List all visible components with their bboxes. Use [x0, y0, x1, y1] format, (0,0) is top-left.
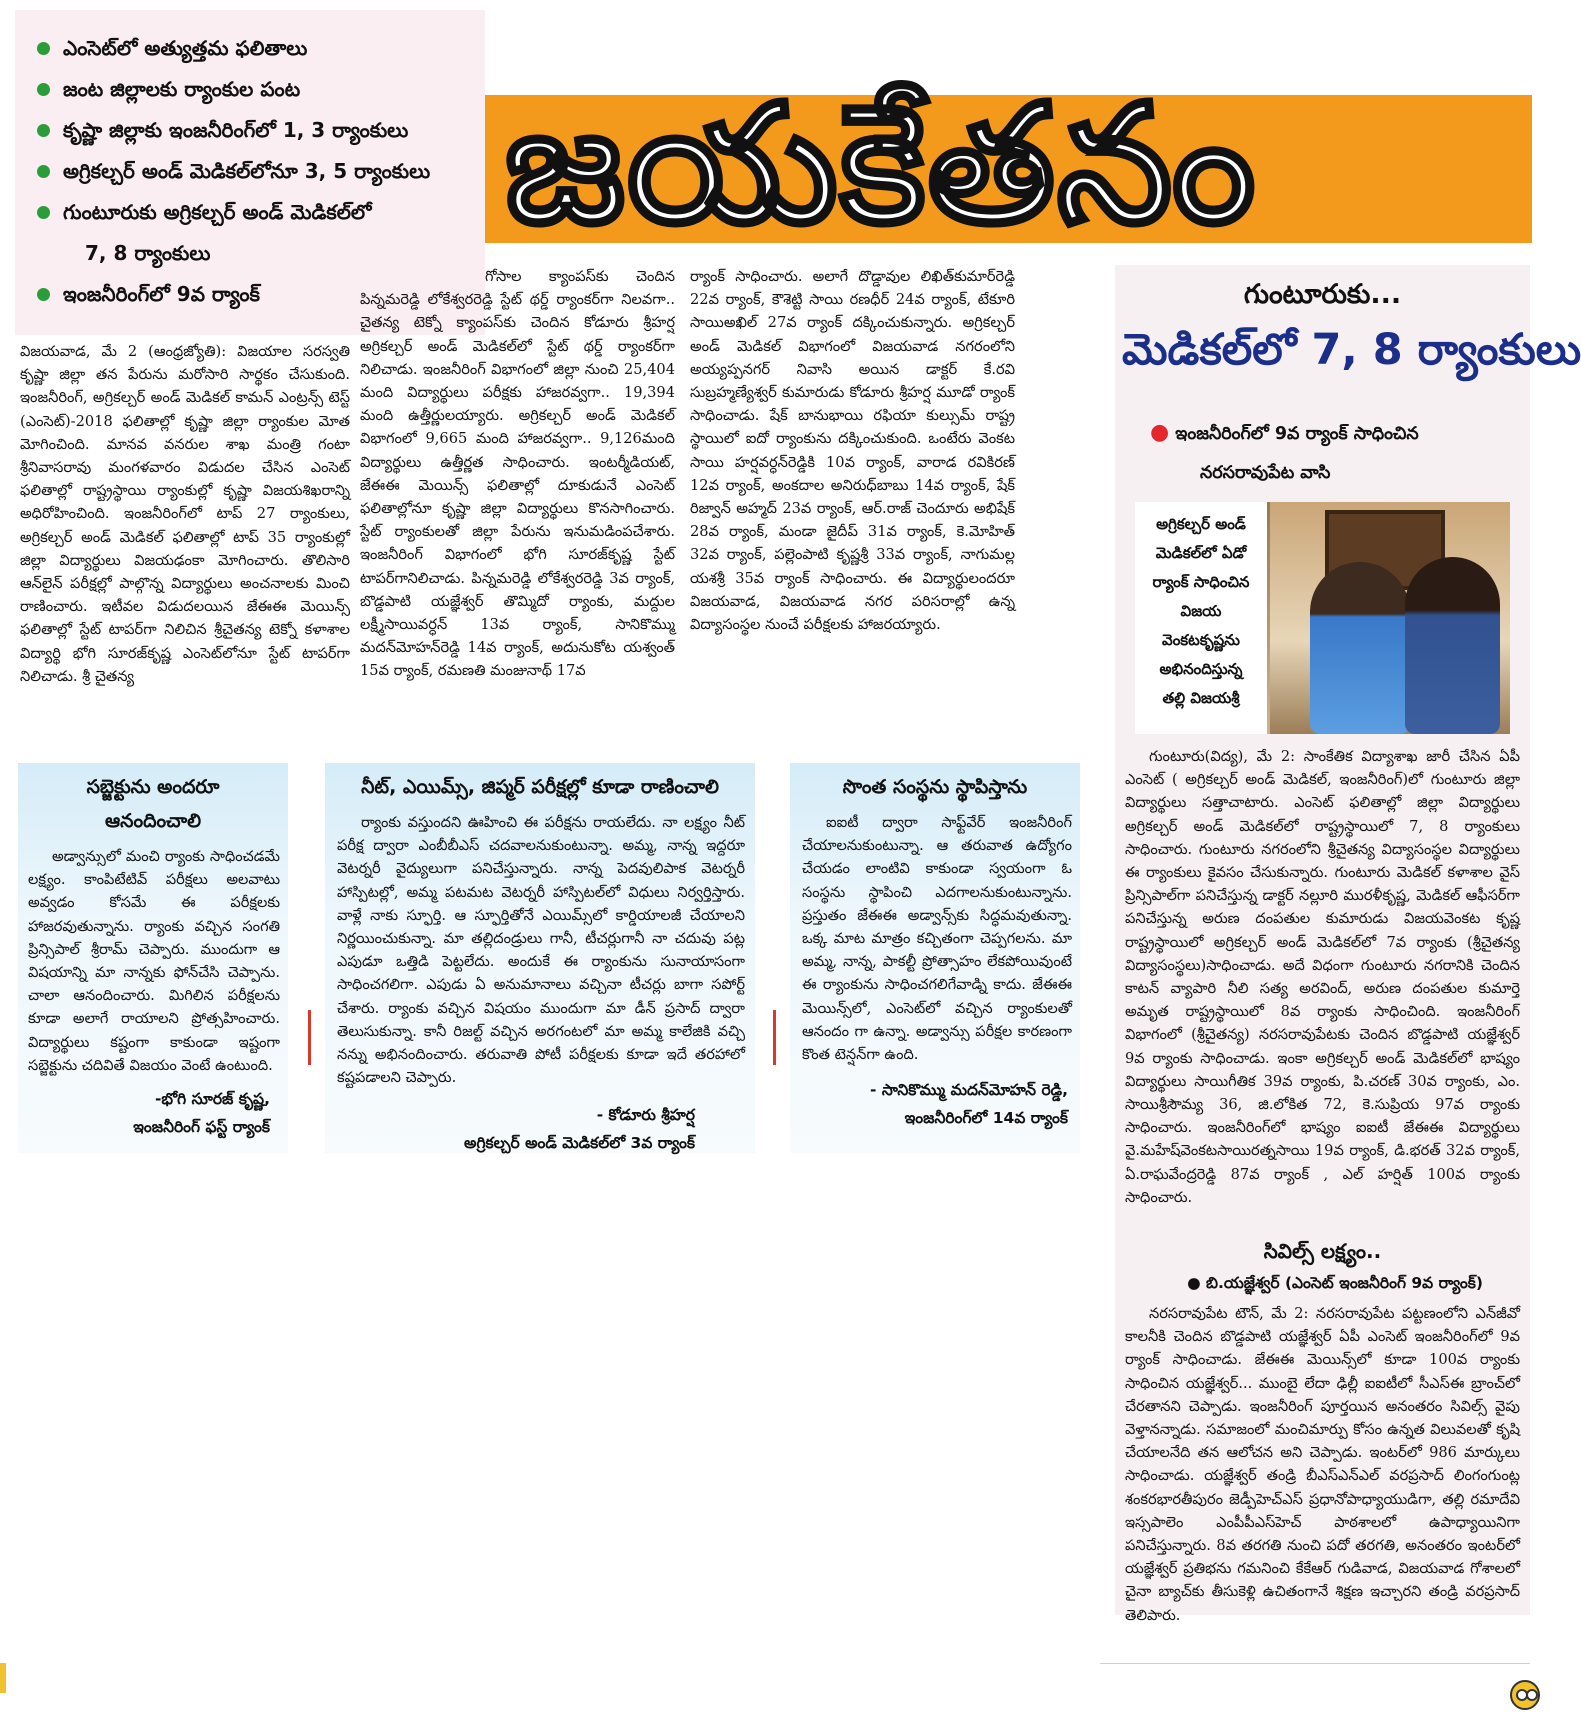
photo-caption: అగ్రికల్చర్‌ అండ్‌ మెడికల్‌లో ఏడో ర్యాంక్‌ సాధించిన విజయ వెంకటకృష్ణను అభినందిస్తున్న తల్లి విజయశ్రీ [1135, 502, 1267, 734]
sidebar-section-title: సివిల్స్‌ లక్ష్యం.. [1263, 1239, 1382, 1263]
photo-person [1310, 562, 1410, 734]
article-text: ర్యాంక్‌ సాధించారు. అలాగే దొడ్డావుల లిఖిత్‌కుమార్‌రెడ్డి 22వ ర్యాంక్‌, కౌశెట్టి సాయి రణధీర్‌ 24వ ర్యాంక్‌, టేకూరి సాయిఅఖిల్‌ 27వ ర్యాంక్‌ దక్కించుకున్నారు. అగ్రికల్చర్‌ అండ్‌ మెడికల్‌ విభాగంలో విజయవాడ నగరంలోని అయ్యప్పనగర్‌ నివాసి అయిన డాక్టర్‌ కే.రవి సుబ్రహ్మణ్యేశ్వర్‌ కుమారుడు కోడూరు శ్రీహర్ష మూడో ర్యాంక్‌ సాధించాడు. షేక్‌ బానుభాయి రఫియా కుల్సుమ్‌ రాష్ట్ర స్థాయిలో ఐదో ర్యాంకును దక్కించుకుంది. ఒంటేరు వెంకట సాయి హర్షవర్ధన్‌రెడ్డికి 10వ ర్యాంక్‌, వారాడ రవికిరణ్‌ 12వ ర్యాంక్‌, అంకదాల అనిరుధ్‌బాబు 14వ ర్యాంక్‌, షేక్‌ రిజ్వాన్‌ అహ్మద్‌ 23వ ర్యాంక్‌, ఆర్‌.రాజ్‌ చెందూరు అభిషేక్‌ 28వ ర్యాంక్‌, మండా జైదీప్‌ 31వ ర్యాంక్‌, కె.మోహిత్‌ 32వ ర్యాంక్‌, పల్లెంపాటి కృష్ణశ్రీ 33వ ర్యాంక్‌, నాగుమల్ల యశశ్రీ 35వ ర్యాంక్‌ సాధించారు. ఈ విద్యార్థులందరూ విజయవాడ, విజయవాడ నగర పరిసరాల్లో ఉన్న విద్యాసంస్థల నుంచే పరీక్షలకు హాజరయ్యారు. [690, 268, 1015, 634]
interview-signature-role: ఇంజనీరింగ్‌లో 14వ ర్యాంక్‌ [904, 1109, 1068, 1127]
highlight-item-continued: 7, 8 ర్యాంకులు [85, 241, 211, 265]
interview-signature: - కోడూరు శ్రీహర్ష [596, 1106, 695, 1124]
highlight-item: గుంటూరుకు అగ్రికల్చర్‌ అండ్‌ మెడికల్‌లో [37, 192, 471, 233]
sidebar-section-subtitle: ● బి.యజ్ఞేశ్వర్‌ (ఎంసెట్‌ ఇంజనీరింగ్‌ 9వ ర్యాంక్‌) [1187, 1274, 1483, 1292]
article-text: విజయవాడ, మే 2 (ఆంధ్రజ్యోతి): విజయాల సరస్వతి కృష్ణా జిల్లా తన పేరును మరోసారి సార్థకం చేసుకుంది. ఇంజనీరింగ్‌, అగ్రికల్చర్‌ అండ్‌ మెడికల్‌ కామన్‌ ఎంట్రన్స్‌ టెస్ట్‌ (ఎంసెట్‌)-2018 ఫలితాల్లో కృష్ణా జిల్లా ర్యాంకుల మోత మోగించింది. మానవ వనరుల శాఖ మంత్రి గంటా శ్రీనివాసరావు మంగళవారం విడుదల చేసిన ఎంసెట్‌ ఫలితాల్లో రాష్ట్రస్థాయి ర్యాంకుల్లో కృష్ణా విజయశిఖరాన్ని అధిరోహించింది. ఇంజనీరింగ్‌లో టాప్‌ 27 ర్యాంకులు, అగ్రికల్చర్‌ అండ్‌ మెడికల్‌ ఫలితాల్లో టాప్‌ 35 ర్యాంకుల్లో జిల్లా విద్యార్థులు విజయఢంకా మోగించారు. తొలిసారి ఆన్‌లైన్‌ పరీక్షల్లో పాల్గొన్న విద్యార్థులు అంచనాలకు మించి రాణించారు. ఇటీవల విడుదలయిన జేఈఈ మెయిన్స్‌ ఫలితాల్లో స్టేట్‌ టాపర్‌గా నిలిచిన శ్రీచైతన్య టెక్నో కళాశాల విద్యార్థి భోగి సూరజ్‌కృష్ణ ఎంసెట్‌లోనూ స్టేట్‌ టాపర్‌గా నిలిచాడు. శ్రీ చైతన్య [20, 343, 350, 685]
interview-text: ర్యాంకు వస్తుందని ఊహించి ఈ పరీక్షను రాయలేదు. నా లక్ష్యం నీట్‌ పరీక్ష ద్వారా ఎంబీబీఎస్‌ చదవాలనుకుంటున్నా. అమ్మ, నాన్న ఇద్దరూ వెటర్నరీ వైద్యులుగా పనిచేస్తున్నారు. నాన్న పెదవులిపాక వెటర్నరీ హాస్పిటల్లో, అమ్మ పటమట వెటర్నరీ హాస్పిటల్‌లో విధులు నిర్వర్తిస్తారు. వాళ్లే నాకు స్ఫూర్తి. ఆ స్ఫూర్తితోనే ఎయిమ్స్‌లో కార్డియాలజీ చేయాలని నిర్ణయించుకున్నా. మా తల్లిదండ్రులు గానీ, టీచర్లుగానీ నా చదువు పట్ల ఎపుడూ ఒత్తిడి పెట్టలేదు. అందుకే ఈ ర్యాంకును సునాయాసంగా సాధించగలిగా. ఎపుడు ఏ అనుమానాలు వచ్చినా టీచర్లు బాగా సపోర్ట్‌ చేశారు. ర్యాంకు వచ్చిన విషయం ముందుగా మా డీన్‌ ప్రసాద్‌ ద్వారా తెలుసుకున్నా. కానీ రిజల్ట్‌ వచ్చిన అరగంటలో మా అమ్మ కాలేజికి వచ్చి నన్ను అభినందించారు. తరువాతి పోటీ పరీక్షలకు కూడా ఇదే తరహాలో కష్టపడాలని చెప్పారు. [337, 814, 745, 1087]
interview-signature: - సానికొమ్ము మదన్‌మోహన్‌ రెడ్డి, [870, 1081, 1068, 1099]
highlight-item: ఎంసెట్‌లో అత్యుత్తమ ఫలితాలు [37, 28, 471, 69]
interview-text: ఐఐటీ ద్వారా సాఫ్ట్‌వేర్‌ ఇంజనీరింగ్‌ చేయాలనుకుంటున్నా. ఆ తరువాత ఉద్యోగం చేయడం లాంటివి కాకుండా స్వయంగా ఓ సంస్థను స్థాపించి ఎదగాలనుకుంటున్నాను. ప్రస్తుతం జేఈఈ అడ్వాన్స్‌కు సిద్ధమవుతున్నా. ఒక్క మాట మాత్రం కచ్చితంగా చెప్పగలను. మా అమ్మ, నాన్న, పాకల్టీ ప్రోత్సాహం లేకపోయివుంటే ఈ ర్యాంకును సాధించగలిగేవాడ్ని కాదు. జేఈఈ మెయిన్స్‌లో, ఎంసెట్‌లో వచ్చిన ర్యాంకులతో ఆనందం గా ఉన్నా. అడ్వాన్సు పరీక్షల కారణంగా కొంత టెన్షన్‌గా ఉంది. [802, 814, 1072, 1064]
sidebar-kicker: గుంటూరుకు... [1243, 279, 1402, 310]
interview-signature: -భోగి సూరజ్‌ కృష్ణ, [155, 1090, 270, 1108]
divider [1100, 1663, 1530, 1664]
interview-box-2 [325, 763, 755, 1153]
divider-accent [308, 1010, 311, 1065]
interview-title: ఆనందించాలి [104, 810, 202, 832]
interview-signature-role: ఇంజనీరింగ్‌ ఫస్ట్‌ ర్యాంక్‌ [133, 1118, 270, 1136]
interview-text: అడ్వాన్సులో మంచి ర్యాంకు సాధించడమే లక్ష్యం. కాంపిటేటివ్‌ పరీక్షలు అలవాటు అవ్వడం కోసమే ఈ పరీక్షలకు హాజరవుతున్నాను. ర్యాంకు వచ్చిన సంగతి ప్రిన్సిపాల్‌ శ్రీరామ్‌ చెప్పారు. ముందుగా ఆ విషయాన్ని మా నాన్నకు ఫోన్‌చేసి చెప్పాను. చాలా ఆనందించారు. మిగిలిన పరీక్షలను కూడా అలాగే రాయాలని ప్రోత్సహించారు. విద్యార్థులు కష్టంగా కాకుండా ఇష్టంగా సబ్జెక్టును చదివితే విజయం వెంటే ఉంటుంది. [28, 848, 280, 1074]
interview-title: సబ్జెక్టును అందరూ [86, 776, 220, 798]
article-column-3 [690, 265, 1015, 740]
highlight-item: అగ్రికల్చర్‌ అండ్‌ మెడికల్‌లోనూ 3, 5 ర్యాంకులు [37, 151, 471, 192]
sidebar-subheading: ● ఇంజనీరింగ్‌లో 9వ ర్యాంక్‌ సాధించిన [1150, 420, 1419, 445]
news-photo [1135, 502, 1510, 734]
page-headline: జయకేతనం [505, 69, 1258, 260]
page-edge-marker [0, 1663, 6, 1693]
owl-icon [1510, 1680, 1540, 1710]
sidebar-subheading: నరసరావుపేట వాసి [1200, 463, 1331, 483]
sidebar-body: గుంటూరు(విద్య), మే 2: సాంకేతిక విద్యాశాఖ జారీ చేసిన ఏపీ ఎంసెట్‌ ( అగ్రికల్చర్‌ అండ్‌ మెడికల్‌, ఇంజనీరింగ్‌)లో గుంటూరు జిల్లా విద్యార్థులు సత్తాచాటారు. ఎంసెట్‌ ఫలితాల్లో జిల్లా విద్యార్థులు అగ్రికల్చర్‌ అండ్‌ మెడికల్‌లో రాష్ట్రస్థాయిలో 7, 8 ర్యాంకులు సాధించారు. గుంటూరు నగరంలోని శ్రీచైతన్య విద్యాసంస్థల విద్యార్థులు ఈ ర్యాంకులు కైవసం చేసుకున్నారు. గుంటూరు మెడికల్‌ కళాశాల వైస్‌ ప్రిన్సిపాల్‌గా పనిచేస్తున్న డాక్టర్‌ నల్లూరి మురళీకృష్ణ, మెడికల్‌ ఆఫీసర్‌గా పనిచేస్తున్న అరుణ దంపతుల కుమారుడు విజయవెంకట కృష్ణ రాష్ట్రస్థాయిలో అగ్రికల్చర్‌ అండ్‌ మెడికల్‌లో 7వ ర్యాంకు (శ్రీచైతన్య విద్యాసంస్థలు)సాధించాడు. అదే విధంగా గుంటూరు నగరానికి చెందిన కాటన్‌ వ్యాపారి నీలి సత్య అరవింద్‌, అరుణ దంపతుల కుమార్తె అమృత రాష్ట్రస్థాయిలో 8వ ర్యాంకు సాధించింది. ఇంజనీరింగ్‌ విభాగంలో (శ్రీచైతన్య) నరసరావుపేటకు చెందిన బొడ్డపాటి యజ్ఞేశ్వర్‌ 9వ ర్యాంకు సాధించాడు. ఇంకా అగ్రికల్చర్‌ అండ్‌ మెడికల్‌లో భాష్యం విద్యార్థులు సాయిగీతిక 39వ ర్యాంకు, పి.చరణ్‌ 30వ ర్యాంకు, ఎం. సాయిశ్రీసౌమ్య 36, జి.లోకిత 72, కె.సుప్రియ 97వ ర్యాంకు సాధించారు. ఇంజనీరింగ్‌లో భాష్యం ఐఐటీ జేఈఈ విద్యార్థులు వై.మహేష్‌వెంకటసాయిరత్నసాయి 19వ ర్యాంక్‌, డి.భరత్‌ 32వ ర్యాంక్‌, ఏ.రాఘవేంద్రరెడ్డి 87వ ర్యాంక్‌ , ఎల్‌ హర్షిత్‌ 100వ ర్యాంకు సాధించారు. [1125, 748, 1520, 1206]
highlight-item: జంట జిల్లాలకు ర్యాంకుల పంట [37, 69, 471, 110]
sidebar-body-2: నరసరావుపేట టౌన్‌, మే 2: నరసరావుపేట పట్టణంలోని ఎన్‌జీవో కాలనీకి చెందిన బొడ్డపాటి యజ్ఞేశ్వర్‌ ఏపీ ఎంసెట్‌ ఇంజనీరింగ్‌లో 9వ ర్యాంక్‌ సాధించాడు. జేఈఈ మెయిన్స్‌లో కూడా 100వ ర్యాంకు సాధించిన యజ్ఞేశ్వర్‌... ముంబై లేదా ఢిల్లీ ఐఐటీలో సీఎస్‌ఈ బ్రాంచ్‌లో చేరతానని చెప్పాడు. ఇంజనీరింగ్‌ పూర్తయిన అనంతరం సివిల్స్‌ వైపు వెళ్తానన్నాడు. సమాజంలో మంచిమార్పు కోసం ఉన్నత విలువలతో కృషి చేయాలనేది తన ఆలోచన అని చెప్పాడు. ఇంటర్‌లో 986 మార్కులు సాధించాడు. యజ్ఞేశ్వర్‌ తండ్రి బీఎస్‌ఎన్‌ఎల్‌ వరప్రసాద్‌ లింగంగుంట్ల శంకరభారతీపురం జెడ్పీహెచ్‌ఎస్‌ ప్రధానోపాధ్యాయుడిగా, తల్లి రమాదేవి ఇస్సపాలెం ఎంపీపీఎస్‌హెచ్‌ పాఠశాలలో ఉపాధ్యాయినిగా పనిచేస్తున్నారు. 8వ తరగతి నుంచి పదో తరగతి, అనంతరం ఇంటర్‌లో యజ్ఞేశ్వర్‌ ప్రతిభను గమనించి కేకేఆర్‌ గుడివాడ, విజయవాడ గోశాలలో చైనా బ్యాచ్‌కు తీసుకెళ్లి ఉచితంగానే శిక్షణ ఇచ్చారని తండ్రి వరప్రసాద్‌ తెలిపారు. [1125, 1305, 1520, 1624]
interview-box-3 [790, 763, 1080, 1153]
interview-title: సొంత సంస్థను స్థాపిస్తాను [842, 776, 1028, 798]
interview-box-1 [18, 763, 288, 1153]
article-text: గోసాల క్యాంపస్‌కు చెందిన పిన్నమరెడ్డి లోకేశ్వరరెడ్డి స్టేట్‌ థర్డ్‌ ర్యాంకర్‌గా నిలవగా.. చైతన్య టెక్నో క్యాంపస్‌కు చెందిన కోడూరు శ్రీహర్ష అగ్రికల్చర్‌ అండ్‌ మెడికల్‌లో స్టేట్‌ థర్డ్‌ ర్యాంకర్‌గా నిలిచాడు. ఇంజనీరింగ్‌ విభాగంలో జిల్లా నుంచి 25,404 మంది విద్యార్థులు పరీక్షకు హాజరవ్వగా.. 19,394 మంది ఉత్తీర్ణులయ్యారు. అగ్రికల్చర్‌ అండ్‌ మెడికల్‌ విభాగంలో 9,665 మంది హాజరవ్వగా.. 9,126మంది విద్యార్థులు ఉత్తీర్ణత సాధించారు. ఇంటర్మీడియట్‌, జేఈఈ మెయిన్స్‌ ఫలితాల్లో దూకుడునే ఎంసెట్‌ ఫలితాల్లోనూ కృష్ణా జిల్లా విద్యార్థులు కొనసాగించారు. స్టేట్‌ ర్యాంకులతో జిల్లా పేరును ఇనుమడింపచేశారు. ఇంజనీరింగ్‌ విభాగంలో భోగి సూరజ్‌కృష్ణ స్టేట్‌ టాపర్‌గానిలిచాడు. పిన్నమరెడ్డి లోకేశ్వరరెడ్డి 3వ ర్యాంక్‌, బొడ్డపాటి యజ్ఞేశ్వర్‌ తొమ్మిదో ర్యాంకు, మద్దుల లక్ష్మీసాయివర్ధన్‌ 13వ ర్యాంక్‌, సానికొమ్ము మదన్‌మోహన్‌రెడ్డి 14వ ర్యాంక్‌, అదునుకోట యశ్వంత్‌ 15వ ర్యాంక్‌, రమణతి మంజునాథ్‌ 17వ [360, 268, 675, 680]
bullet-icon: ● [1150, 420, 1170, 445]
photo-person [1405, 557, 1500, 734]
highlight-item: కృష్ణా జిల్లాకు ఇంజనీరింగ్‌లో 1, 3 ర్యాంకులు [37, 110, 471, 151]
interview-signature-role: అగ్రికల్చర్‌ అండ్‌ మెడికల్‌లో 3వ ర్యాంక్‌ [464, 1134, 695, 1152]
highlight-item: ఇంజనీరింగ్‌లో 9వ ర్యాంక్‌ [37, 274, 471, 315]
interview-title: నీట్‌, ఎయిమ్స్‌, జిప్మర్‌ పరీక్షల్లో కూడా రాణించాలి [361, 776, 719, 798]
divider-accent [773, 1010, 776, 1065]
article-column-2 [360, 265, 675, 740]
article-column-1 [20, 340, 350, 740]
sidebar-title: మెడికల్‌లో 7, 8 ర్యాంకులు [1122, 325, 1581, 375]
